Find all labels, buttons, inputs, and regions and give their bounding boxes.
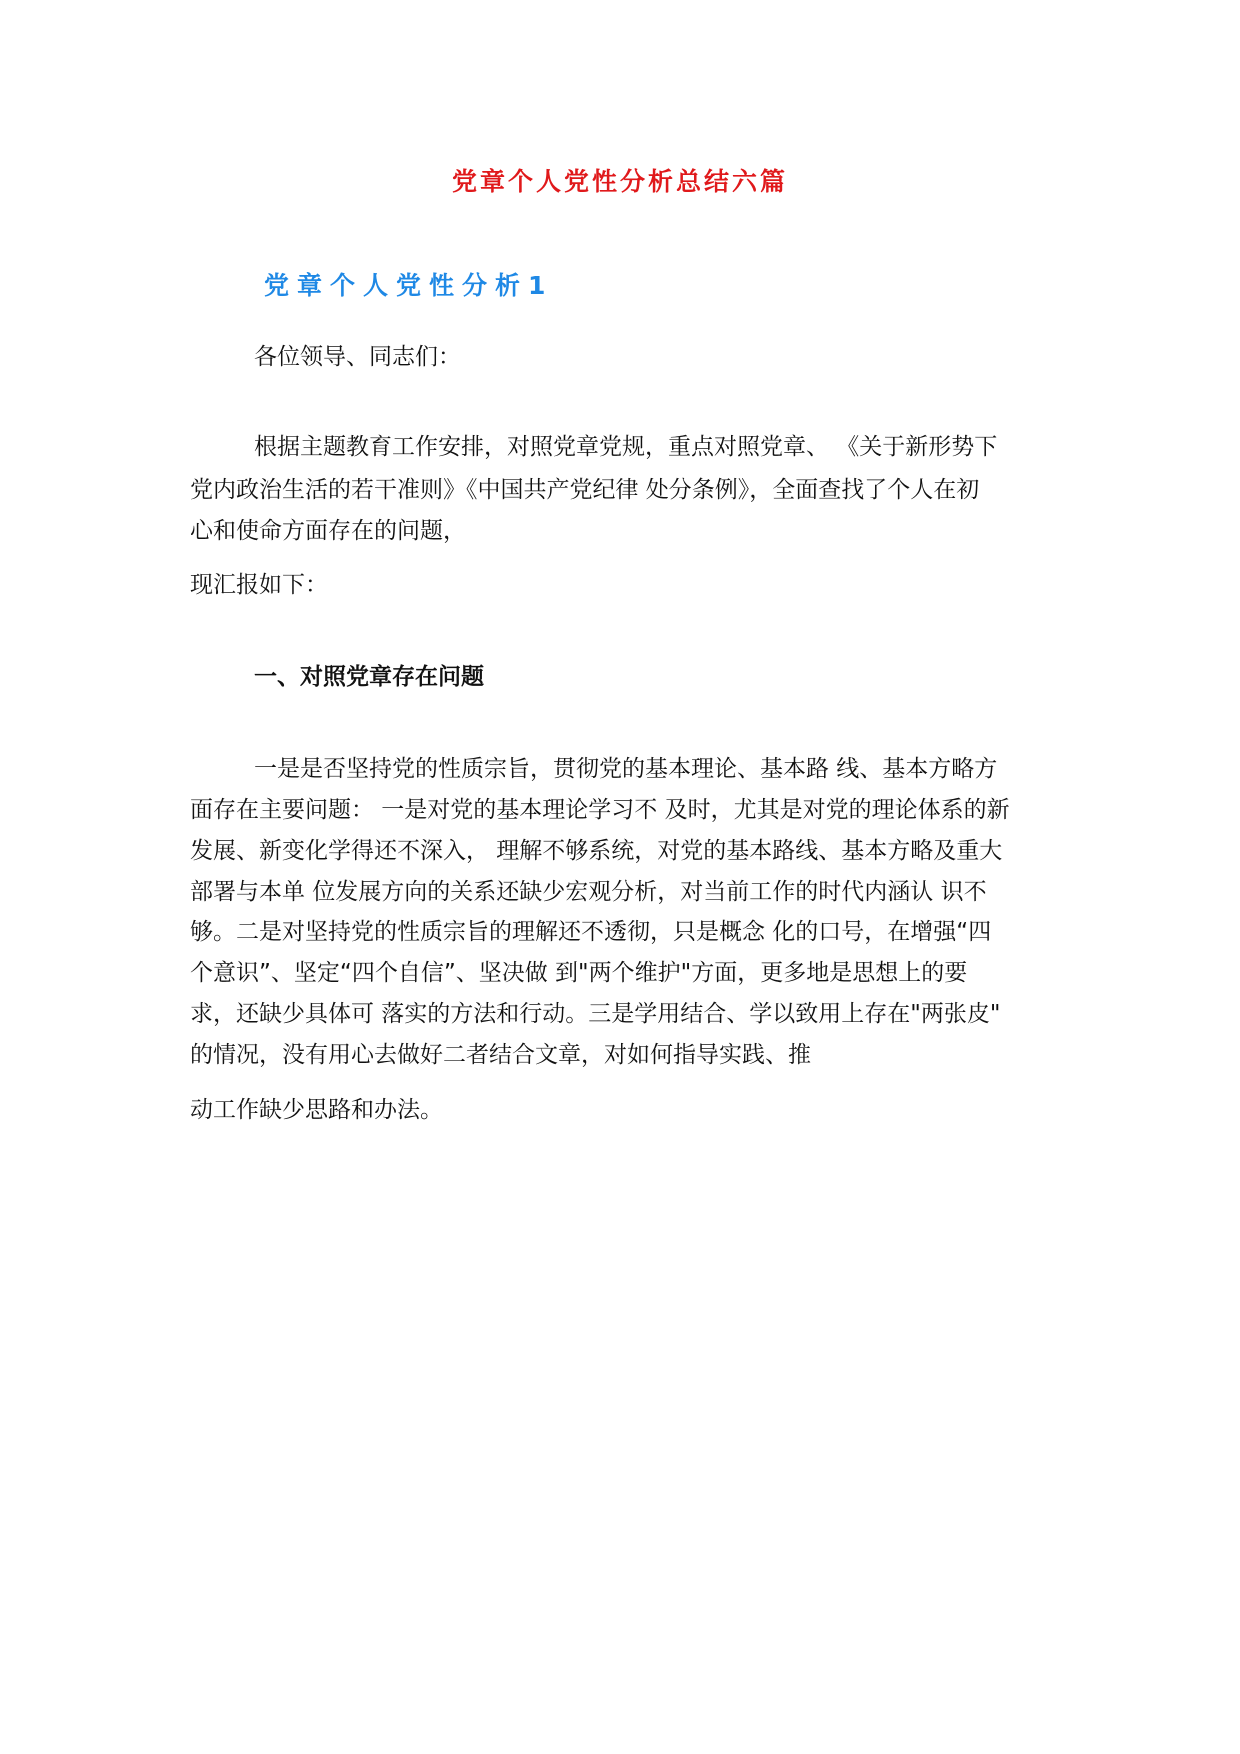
body-line: 的情况，没有用心去做好二者结合文章，对如何指导实践、推 — [190, 1042, 811, 1068]
salutation: 各位领导、同志们： — [254, 344, 461, 370]
body-line: 面存在主要问题： 一是对党的基本理论学习不 及时，尤其是对党的理论体系的新 — [190, 797, 1010, 823]
body-line: 够。二是对坚持党的性质宗旨的理解还不透彻，只是概念 化的口号，在增强“四 — [190, 919, 992, 945]
body-line: 发展、新变化学得还不深入， 理解不够系统，对党的基本路线、基本方略及重大 — [190, 838, 1003, 864]
intro-line: 心和使命方面存在的问题， — [190, 518, 466, 544]
body-line: 一是是否坚持党的性质宗旨，贯彻党的基本理论、基本路 线、基本方略方 — [254, 756, 998, 782]
closing-line: 动工作缺少思路和办法。 — [190, 1097, 443, 1123]
document-title: 党章个人党性分析总结六篇 — [451, 167, 788, 196]
body-line: 部署与本单 位发展方向的关系还缺少宏观分析，对当前工作的时代内涵认 识不 — [190, 879, 987, 905]
body-line: 求，还缺少具体可 落实的方法和行动。三是学用结合、学以致用上存在"两张皮" — [190, 1001, 1001, 1027]
intro-line: 党内政治生活的若干准则》《中国共产党纪律 处分条例》，全面查找了个人在初 — [190, 477, 980, 503]
report-line: 现汇报如下： — [190, 572, 328, 598]
section-title: 党章个人党性分析1 — [264, 271, 554, 300]
intro-line: 根据主题教育工作安排，对照党章党规，重点对照党章、 《关于新形势下 — [254, 434, 998, 460]
section-heading: 一、对照党章存在问题 — [254, 664, 484, 690]
body-line: 个意识”、坚定“四个自信”、坚决做 到"两个维护"方面，更多地是思想上的要 — [190, 960, 968, 986]
